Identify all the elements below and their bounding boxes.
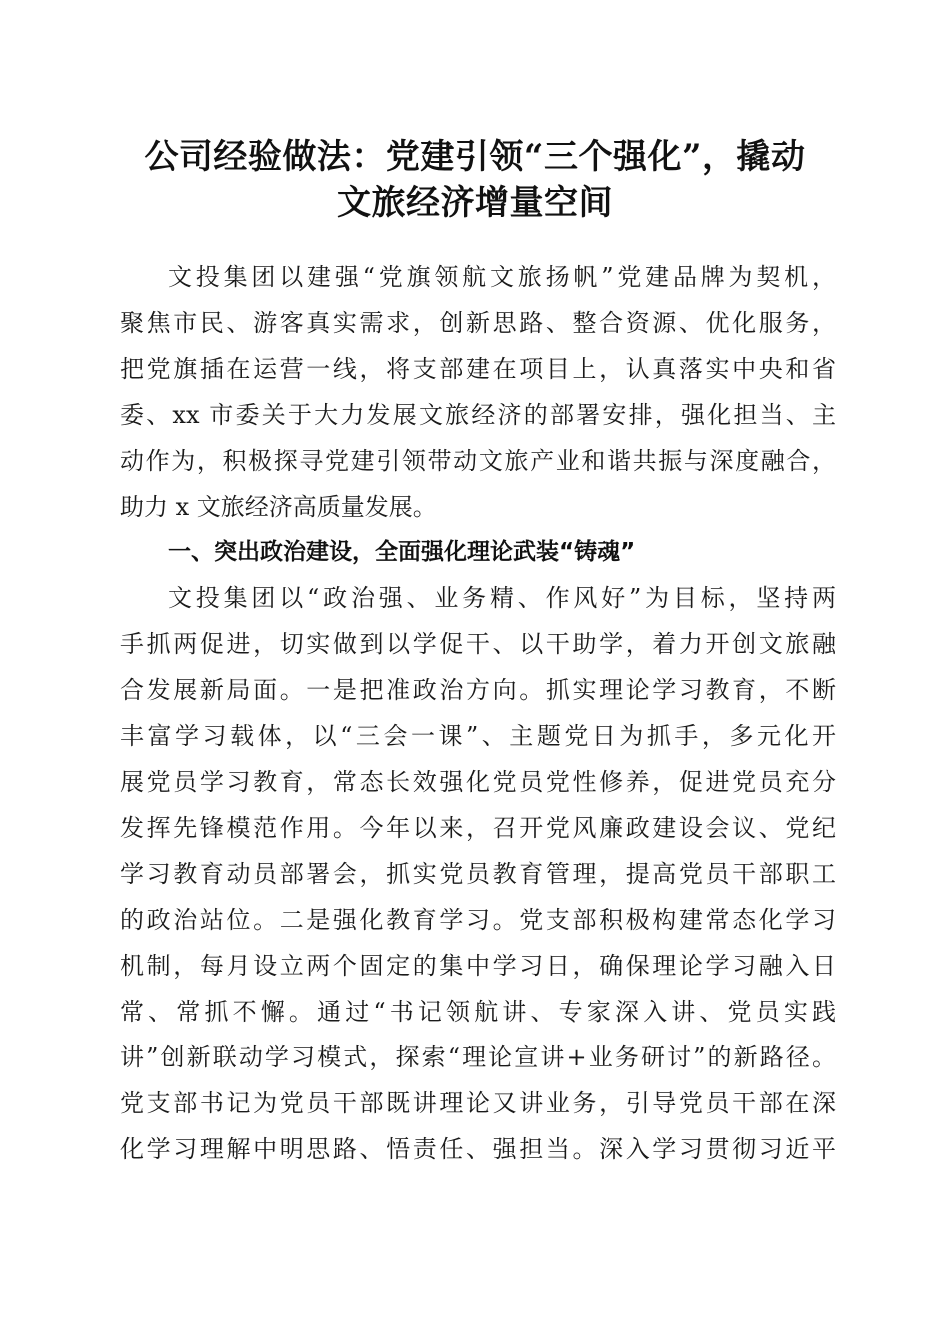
title-line-1: 公司经验做法：党建引领“三个强化”，撬动 — [144, 137, 806, 177]
title-line-2: 文旅经济增量空间 — [337, 183, 613, 223]
paragraph-1-line-6: 助力 x 文旅经济高质量发展。 — [120, 492, 437, 521]
paragraph-2-line-12: 党支部书记为党员干部既讲理论又讲业务，引导党员干部在深 — [120, 1089, 836, 1118]
paragraph-1-line-2: 聚焦市民、游客真实需求，创新思路、整合资源、优化服务， — [120, 308, 836, 337]
paragraph-2-line-4: 丰富学习载体，以“三会一课”、主题党日为抓手，多元化开 — [120, 722, 836, 751]
paragraph-1-line-3: 把党旗插在运营一线，将支部建在项目上，认真落实中央和省 — [120, 354, 836, 383]
paragraph-2-line-8: 的政治站位。二是强化教育学习。党支部积极构建常态化学习 — [120, 905, 836, 934]
paragraph-2-line-10: 常、常抓不懈。通过“书记领航讲、专家深入讲、党员实践 — [120, 997, 836, 1026]
document-body — [120, 255, 836, 1173]
paragraph-1-line-1: 文投集团以建强“党旗领航文旅扬帆”党建品牌为契机， — [168, 263, 836, 291]
paragraph-2-line-9: 机制，每月设立两个固定的集中学习日，确保理论学习融入日 — [120, 951, 836, 980]
section-1-heading: 一、突出政治建设，全面强化理论武装“铸魂” — [168, 539, 636, 566]
paragraph-1 — [120, 255, 836, 530]
paragraph-2-line-6: 发挥先锋模范作用。今年以来，召开党风廉政建设会议、党纪 — [120, 813, 836, 842]
paragraph-1-line-5: 动作为，积极探寻党建引领带动文旅产业和谐共振与深度融合， — [120, 446, 836, 475]
paragraph-2-line-2: 手抓两促进，切实做到以学促干、以干助学，着力开创文旅融 — [120, 630, 836, 659]
paragraph-2-line-7: 学习教育动员部署会，抓实党员教育管理，提高党员干部职工 — [120, 859, 836, 888]
paragraph-2-line-11: 讲”创新联动学习模式，探索“理论宣讲+业务研讨”的新路径。 — [120, 1043, 836, 1072]
paragraph-2-line-5: 展党员学习教育，常态长效强化党员党性修养，促进党员充分 — [120, 767, 836, 796]
document-title — [100, 134, 850, 226]
paragraph-2-line-1: 文投集团以“政治强、业务精、作风好”为目标，坚持两 — [168, 584, 836, 613]
paragraph-2-line-3: 合发展新局面。一是把准政治方向。抓实理论学习教育，不断 — [120, 676, 836, 705]
paragraph-1-line-4: 委、xx 市委关于大力发展文旅经济的部署安排，强化担当、主 — [120, 400, 836, 429]
paragraph-2 — [120, 576, 836, 1173]
paragraph-2-line-13: 化学习理解中明思路、悟责任、强担当。深入学习贯彻习近平 — [120, 1135, 836, 1164]
